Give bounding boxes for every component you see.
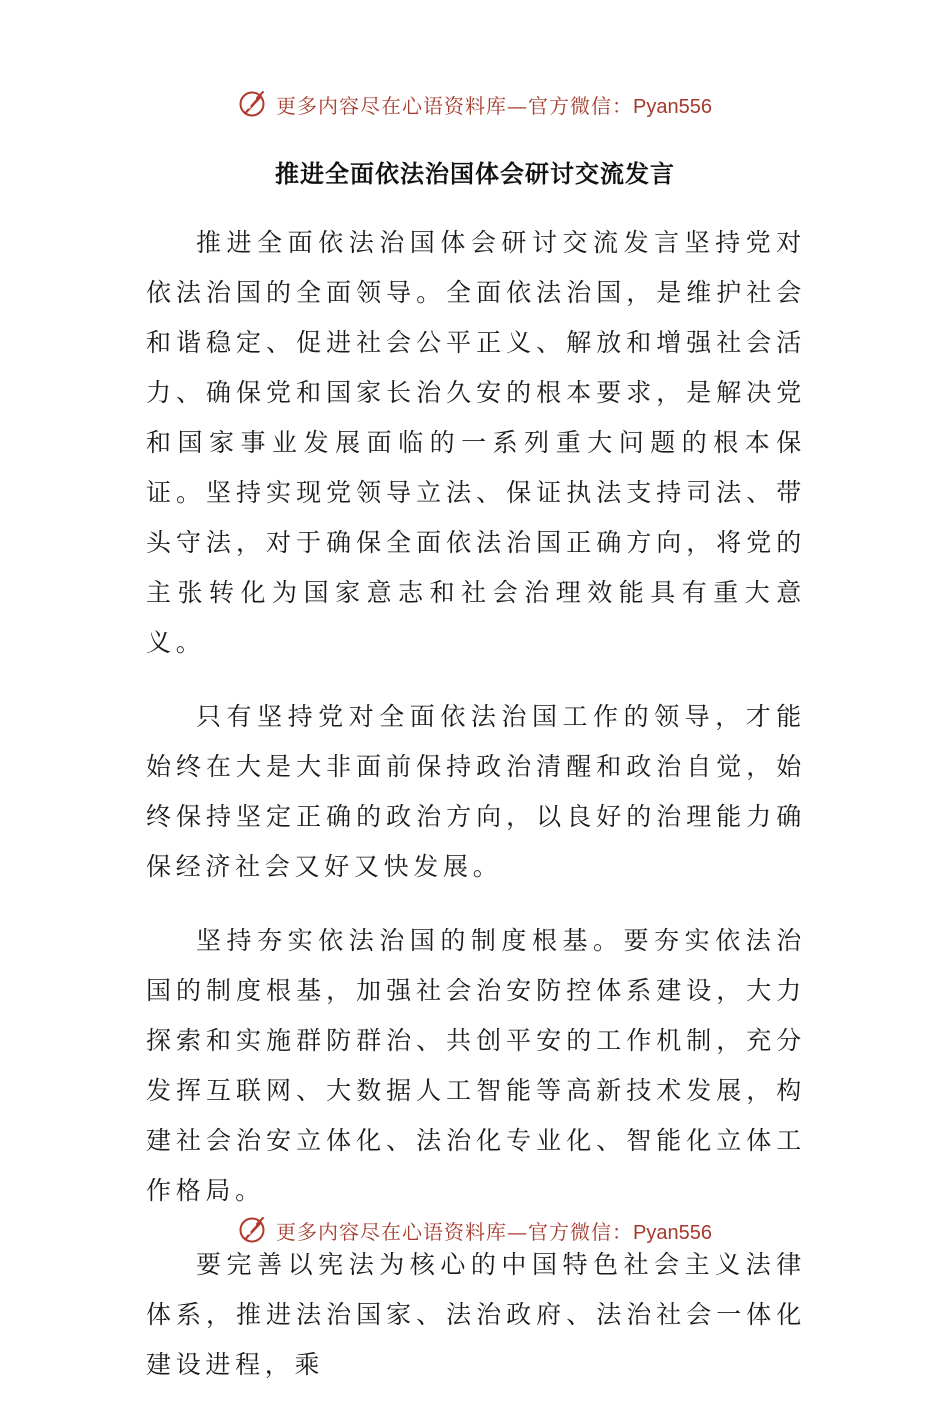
footer-banner [0, 1210, 950, 1250]
paragraph: 坚持夯实依法治国的制度根基。要夯实依法治国的制度根基，加强社会治安防控体系建设，大力探索和实施群防群治、共创平安的工作机制，充分发挥互联网、大数据人工智能等高新技术发展，构建社会治安立体化、法治化专业化、智能化立体工作格局。 [146, 926, 806, 1205]
footer-banner-text [276, 1216, 712, 1245]
header-banner-label: 更多内容尽在心语资料库—官方微信： [276, 93, 634, 118]
document-title: 推进全面依法治国体会研讨交流发言 [275, 160, 675, 188]
paragraph: 要完善以宪法为核心的中国特色社会主义法律体系，推进法治国家、法治政府、法治社会一体化建设进程，乘 [146, 1250, 806, 1379]
footer-banner-label: 更多内容尽在心语资料库—官方微信： [276, 1219, 634, 1244]
header-banner-text [276, 90, 712, 119]
paragraph: 推进全面依法治国体会研讨交流发言坚持党对依法治国的全面领导。全面依法治国，是维护社会和谐稳定、促进社会公平正义、解放和增强社会活力、确保党和国家长治久安的根本要求，是解决党和国家事业发展面临的一系列重大问题的根本保证。坚持实现党领导立法、保证执法支持司法、带头守法，对于确保全面依法治国正确方向，将党的主张转化为国家意志和社会治理效能具有重大意义。 [146, 228, 806, 657]
header-wechat-id: Pyan556 [633, 95, 712, 118]
pen-nib-logo-icon [238, 1215, 268, 1245]
header-banner [0, 84, 950, 124]
footer-wechat-id: Pyan556 [633, 1221, 712, 1244]
paragraph: 只有坚持党对全面依法治国工作的领导，才能始终在大是大非面前保持政治清醒和政治自觉，始终保持坚定正确的政治方向，以良好的治理能力确保经济社会又好又快发展。 [146, 702, 806, 881]
pen-nib-logo-icon [238, 89, 268, 119]
